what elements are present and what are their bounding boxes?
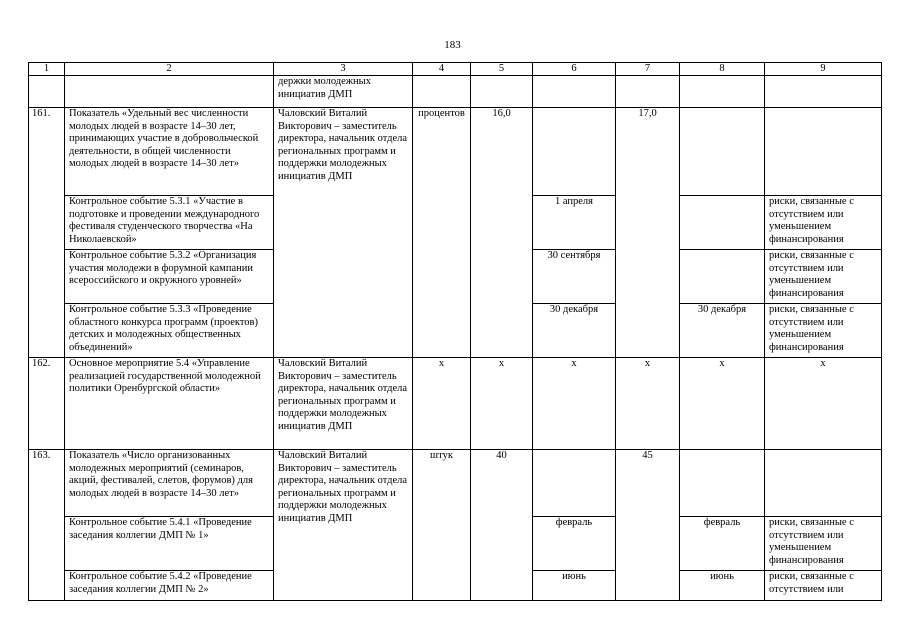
header-cell: 7 (616, 63, 680, 76)
header-row (29, 63, 882, 76)
row-number: 162. (29, 358, 65, 450)
risk-cell: риски, связанные с отсутствием или уменьшением финансирования (765, 250, 882, 304)
base-value: 16,0 (471, 108, 533, 358)
plan-table (28, 62, 882, 601)
header-cell: 2 (65, 63, 274, 76)
header-cell: 3 (274, 63, 413, 76)
target-value: 17,0 (616, 108, 680, 358)
risk-cell: риски, связанные с отсутствием или уменьшением финансирования (765, 196, 882, 250)
event-name: Контрольное событие 5.3.3 «Проведение областного конкурса программ (проектов) детских и молодежных общественных объединений» (65, 304, 274, 358)
indicator-name: Показатель «Удельный вес численности молодых людей в возрасте 14–30 лет, принимающих участие в добровольческой деятельности, в общей численности молодых людей в возрасте 14–30 лет» (65, 108, 274, 196)
target-value: 45 (616, 450, 680, 601)
event-name: Контрольное событие 5.4.1 «Проведение заседания коллегии ДМП № 1» (65, 517, 274, 571)
table-row (29, 76, 882, 108)
responsible-cell: Чаловский Виталий Викторович – заместитель директора, начальник отдела региональных программ и поддержки молодежных инициатив ДМП (274, 108, 413, 358)
header-cell: 8 (680, 63, 765, 76)
event-date: июнь (680, 571, 765, 601)
base-value: 40 (471, 450, 533, 601)
event-date: февраль (533, 517, 616, 571)
unit-cell: процентов (413, 108, 471, 358)
risk-cell: риски, связанные с отсутствием или уменьшением финансирования (765, 517, 882, 571)
header-cell: 9 (765, 63, 882, 76)
event-name: Контрольное событие 5.4.2 «Проведение заседания коллегии ДМП № 2» (65, 571, 274, 601)
event-date: февраль (680, 517, 765, 571)
header-cell: 5 (471, 63, 533, 76)
event-date: 30 сентября (533, 250, 616, 304)
event-name: Контрольное событие 5.3.2 «Организация участия молодежи в форумной кампании всероссийского и окружного уровней» (65, 250, 274, 304)
header-cell: 6 (533, 63, 616, 76)
event-date: 30 декабря (533, 304, 616, 358)
indicator-name: Основное мероприятие 5.4 «Управление реализацией государственной молодежной политики Оренбургской области» (65, 358, 274, 450)
x-mark: x (765, 358, 882, 450)
risk-cell: риски, связанные с отсутствием или уменьшением финансирования (765, 304, 882, 358)
row-number: 161. (29, 108, 65, 358)
table-row (29, 108, 882, 196)
event-date: 30 декабря (680, 304, 765, 358)
header-cell: 4 (413, 63, 471, 76)
x-mark: x (413, 358, 471, 450)
indicator-name: Показатель «Число организованных молодежных мероприятий (семинаров, акций, фестивалей, слетов, форумов) для молодых людей в возрасте 14–30 лет» (65, 450, 274, 517)
row-number: 163. (29, 450, 65, 601)
event-date: 1 апреля (533, 196, 616, 250)
x-mark: x (533, 358, 616, 450)
x-mark: x (680, 358, 765, 450)
responsible-cell: держки молодежных инициатив ДМП (274, 76, 413, 108)
responsible-cell: Чаловский Виталий Викторович – заместитель директора, начальник отдела региональных программ и поддержки молодежных инициатив ДМП (274, 450, 413, 601)
event-date: июнь (533, 571, 616, 601)
unit-cell: штук (413, 450, 471, 601)
event-name: Контрольное событие 5.3.1 «Участие в подготовке и проведении международного фестиваля студенческого творчества «На Николаевской» (65, 196, 274, 250)
x-mark: x (616, 358, 680, 450)
header-cell: 1 (29, 63, 65, 76)
x-mark: x (471, 358, 533, 450)
table-row (29, 450, 882, 517)
page-number: 183 (444, 39, 461, 51)
risk-cell: риски, связанные с отсутствием или (765, 571, 882, 601)
responsible-cell: Чаловский Виталий Викторович – заместитель директора, начальник отдела региональных программ и поддержки молодежных инициатив ДМП (274, 358, 413, 450)
table-row (29, 358, 882, 450)
